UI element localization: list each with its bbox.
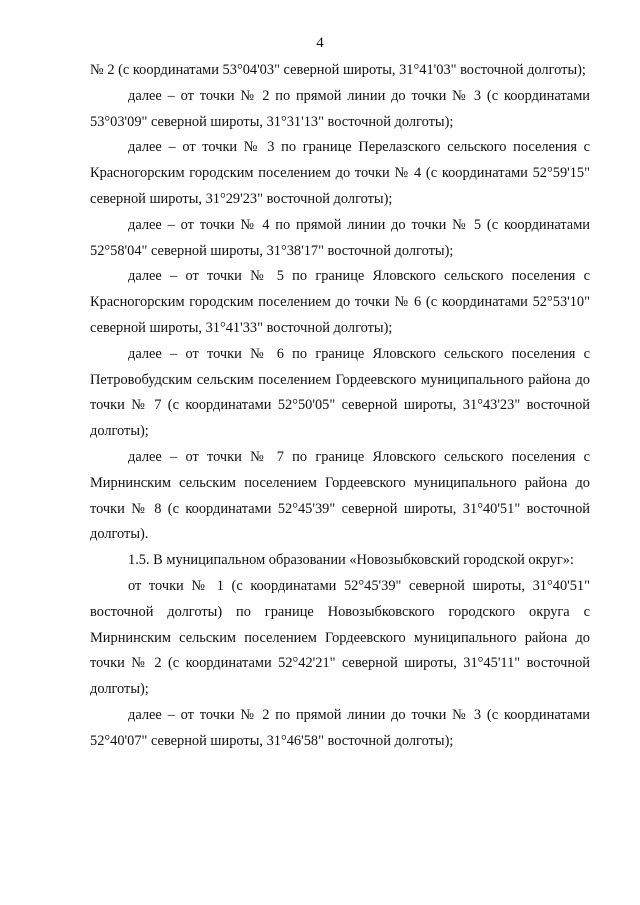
paragraph-point-3-to-4: далее – от точки № 3 по границе Перелазского сельского поселения с Красногорским городским поселением до точки № 4 (с координатами 52°59'15" северной широты, 31°29'23" восточной долготы); — [90, 139, 590, 207]
page-number: 4 — [316, 35, 324, 51]
paragraph-novozybkov-point-2-to-3: далее – от точки № 2 по прямой линии до точки № 3 (с координатами 52°40'07" северной широты, 31°46'58" восточной долготы); — [90, 706, 590, 749]
paragraph-point-2-to-3: далее – от точки № 2 по прямой линии до точки № 3 (с координатами 53°03'09" северной широты, 31°31'13" восточной долготы); — [90, 87, 590, 130]
paragraph-point-4-to-5: далее – от точки № 4 по прямой линии до точки № 5 (с координатами 52°58'04" северной широты, 31°38'17" восточной долготы); — [90, 216, 590, 259]
document-body — [90, 58, 590, 755]
paragraph-point-6-to-7: далее – от точки № 6 по границе Яловского сельского поселения с Петровобудским сельским поселением Гордеевского муниципального района до точки № 7 (с координатами 52°50'05" северной широты, 31°43'23" восточной долготы); — [90, 345, 590, 440]
paragraph-point-5-to-6: далее – от точки № 5 по границе Яловского сельского поселения с Красногорским городским поселением до точки № 6 (с координатами 52°53'10" северной широты, 31°41'33" восточной долготы); — [90, 268, 590, 336]
paragraph-point-2-coordinates: № 2 (с координатами 53°04'03" северной широты, 31°41'03" восточной долготы); — [90, 62, 586, 78]
paragraph-point-7-to-8: далее – от точки № 7 по границе Яловского сельского поселения с Мирнинским сельским поселением Гордеевского муниципального района до точки № 8 (с координатами 52°45'39" северной широты, 31°40'51" восточной долготы). — [90, 448, 590, 543]
section-heading-1-5: 1.5. В муниципальном образовании «Новозыбковский городской округ»: — [128, 552, 574, 569]
paragraph-novozybkov-point-1-to-2: от точки № 1 (с координатами 52°45'39" северной широты, 31°40'51" восточной долготы) по границе Новозыбковского городского округа с Мирнинским сельским поселением Гордеевского муниципального района до точки № 2 (с координатами 52°42'21" северной широты, 31°45'11" восточной долготы); — [90, 577, 590, 698]
